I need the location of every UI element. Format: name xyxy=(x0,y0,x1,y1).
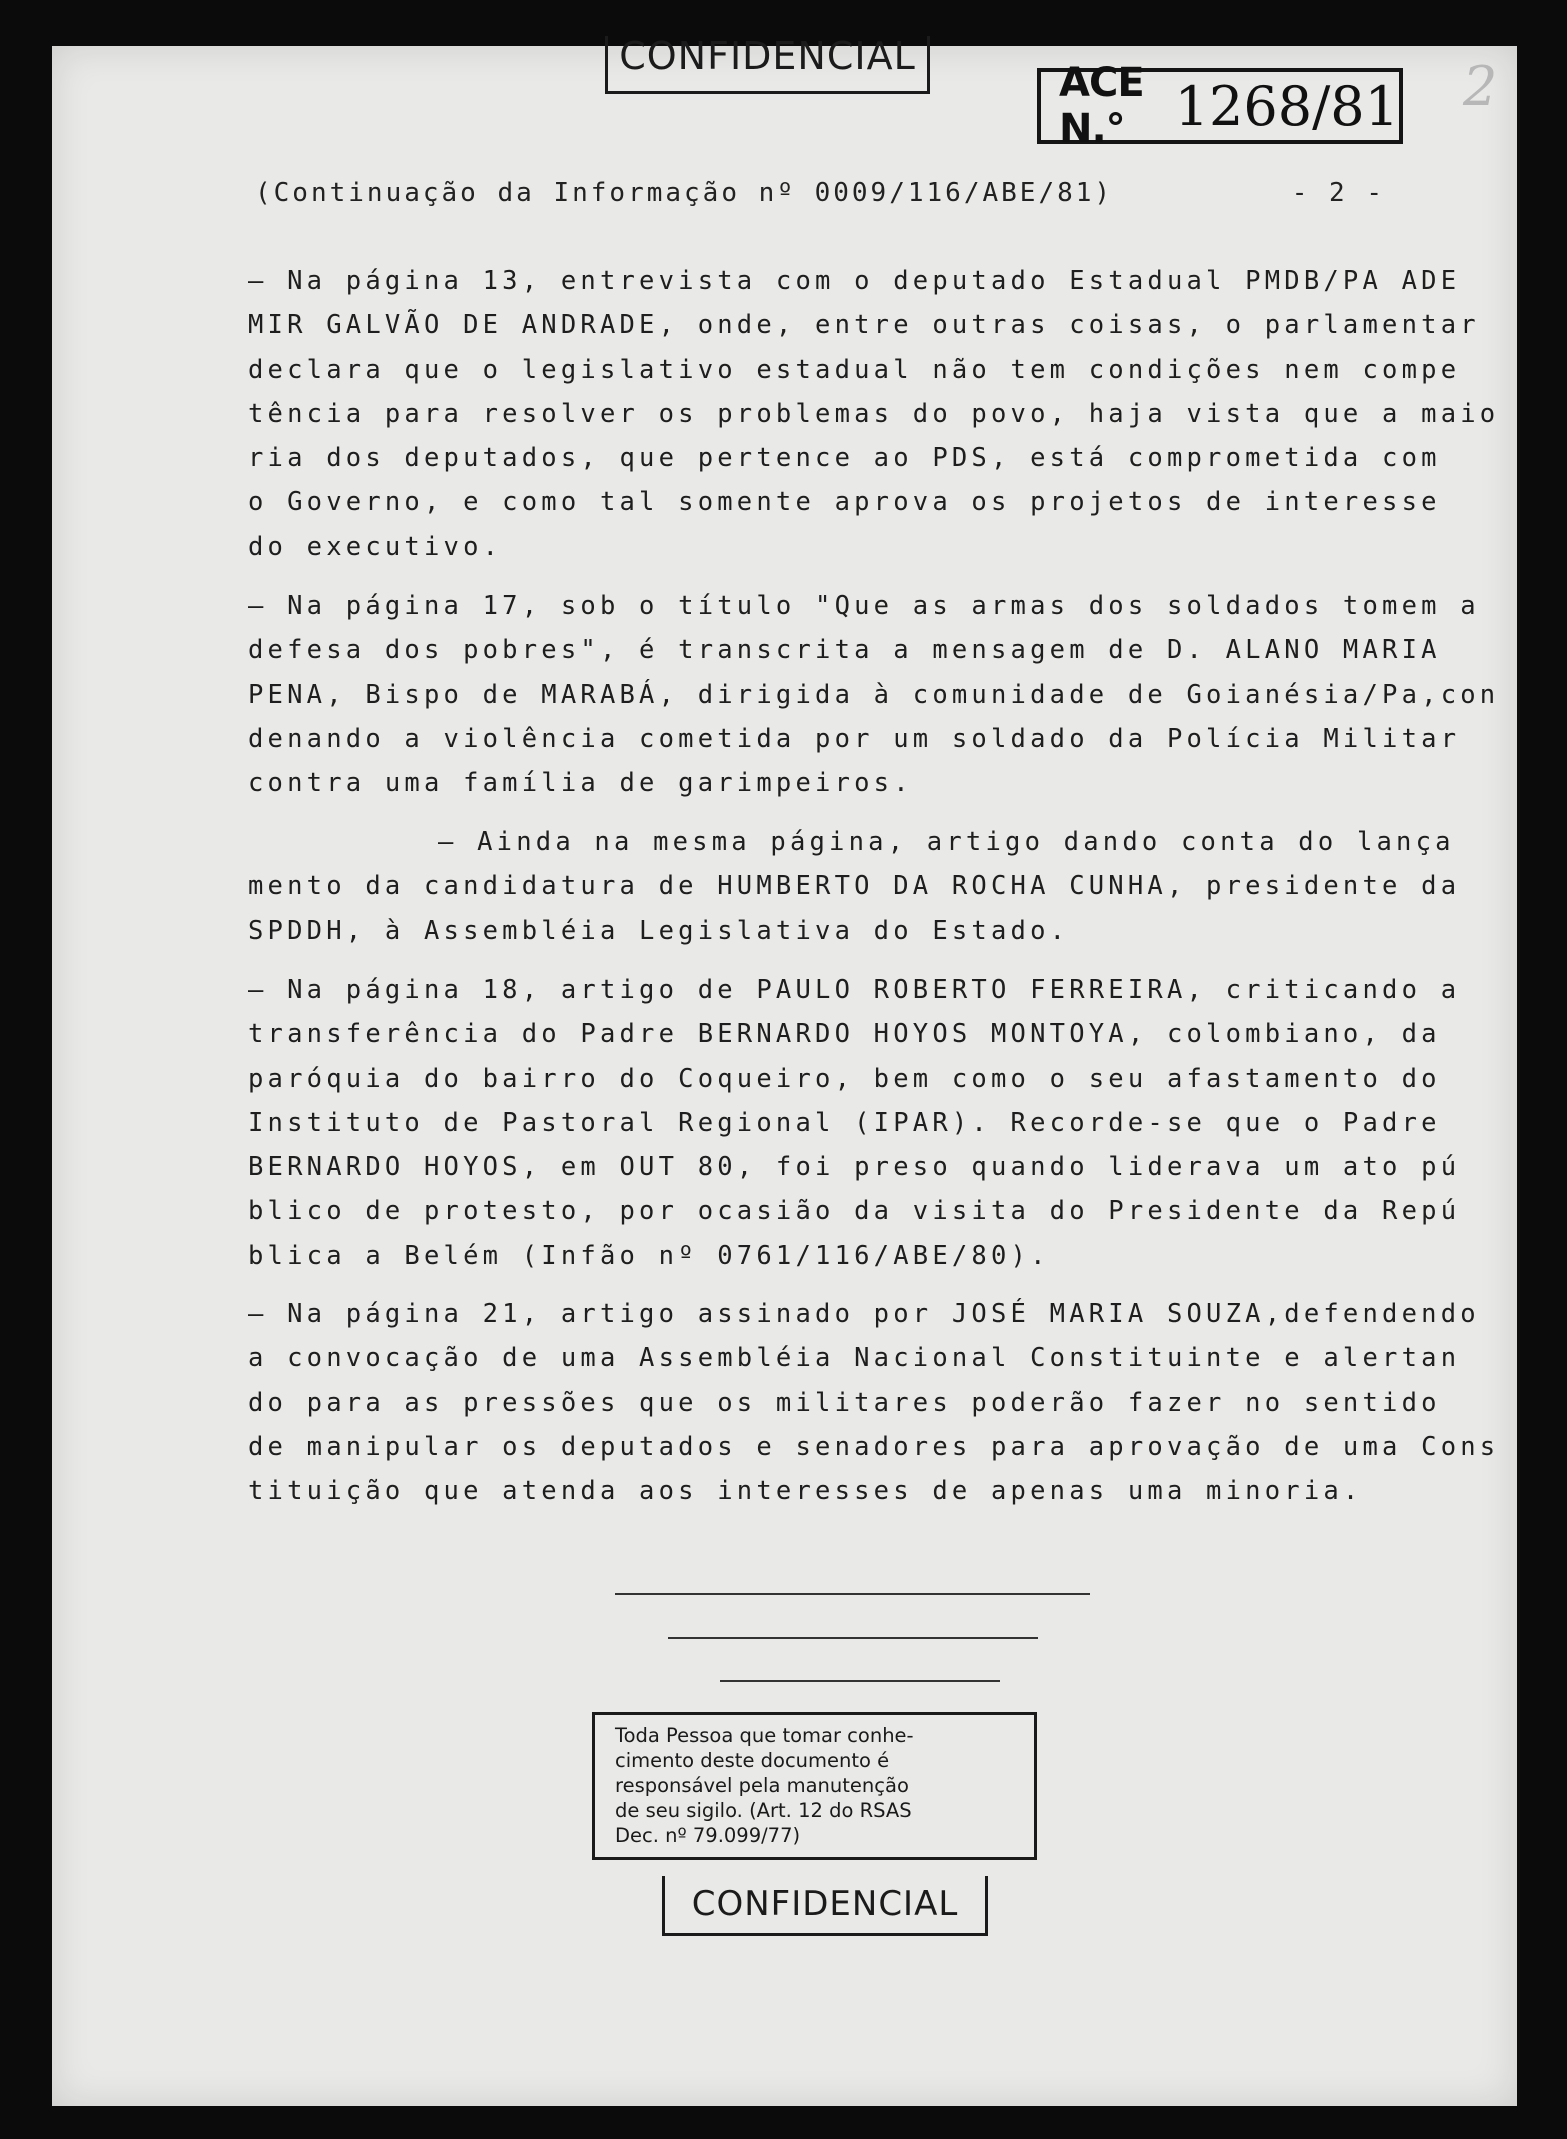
header-page-number: - 2 - xyxy=(1291,178,1385,208)
text-line: o Governo, e como tal somente aprova os projetos de interesse xyxy=(248,487,1441,518)
text-line: denando a violência cometida por um soldado da Polícia Militar xyxy=(248,723,1461,754)
header-reference: (Continuação da Informação nº 0009/116/ABE/81) xyxy=(255,178,1114,208)
notice-line: de seu sigilo. (Art. 12 do RSAS xyxy=(615,1799,912,1822)
signature-line xyxy=(668,1637,1038,1639)
text-line: ria dos deputados, que pertence ao PDS, está comprometida com xyxy=(248,443,1441,474)
text-line: blica a Belém (Infão nº 0761/116/ABE/80). xyxy=(248,1240,1050,1271)
notice-line: cimento deste documento é xyxy=(615,1749,890,1772)
text-line: defesa dos pobres", é transcrita a mensagem de D. ALANO MARIA xyxy=(248,635,1441,666)
signature-line xyxy=(615,1593,1090,1595)
confidential-stamp-top: CONFIDENCIAL xyxy=(605,36,930,94)
text-line: — Na página 17, sob o título "Que as armas dos soldados tomem a xyxy=(248,591,1480,621)
text-line: do para as pressões que os militares poderão fazer no sentido xyxy=(248,1387,1441,1418)
text-line: contra uma família de garimpeiros. xyxy=(248,768,913,799)
handwritten-page-mark: 2 xyxy=(1463,55,1498,118)
text-line: declara que o legislativo estadual não tem condições nem compe xyxy=(248,354,1461,385)
paragraph-3 xyxy=(248,820,1461,953)
text-line: a convocação de uma Assembléia Nacional Constituinte e alertan xyxy=(248,1343,1461,1374)
text-line: Instituto de Pastoral Regional (IPAR). Recorde-se que o Padre xyxy=(248,1107,1441,1138)
document-header xyxy=(255,178,1385,208)
text-line: MIR GALVÃO DE ANDRADE, onde, entre outras coisas, o parlamentar xyxy=(248,310,1480,341)
text-line: BERNARDO HOYOS, em OUT 80, foi preso quando liderava um ato pú xyxy=(248,1152,1461,1183)
text-line: tituição que atenda aos interesses de apenas uma minoria. xyxy=(248,1476,1363,1507)
ace-label: ACE N.° xyxy=(1059,60,1144,152)
text-line: — Na página 21, artigo assinado por JOSÉ MARIA SOUZA,defendendo xyxy=(248,1299,1480,1329)
text-line: SPDDH, à Assembléia Legislativa do Estado. xyxy=(248,915,1070,946)
text-line: PENA, Bispo de MARABÁ, dirigida à comunidade de Goianésia/Pa,con xyxy=(248,679,1500,710)
ace-number-box xyxy=(1037,60,1403,152)
notice-line: Dec. nº 79.099/77) xyxy=(615,1824,801,1847)
text-line: mento da candidatura de HUMBERTO DA ROCHA CUNHA, presidente da xyxy=(248,871,1461,902)
paragraph-5 xyxy=(248,1292,1500,1513)
secrecy-notice-box xyxy=(592,1712,1037,1860)
paragraph-1 xyxy=(248,259,1500,569)
paragraph-2 xyxy=(248,584,1500,805)
text-line: — Ainda na mesma página, artigo dando conta do lança xyxy=(438,827,1455,857)
text-line: — Na página 18, artigo de PAULO ROBERTO FERREIRA, criticando a xyxy=(248,975,1461,1005)
text-line: de manipular os deputados e senadores para aprovação de uma Cons xyxy=(248,1431,1500,1462)
paragraph-4 xyxy=(248,968,1461,1278)
text-line: tência para resolver os problemas do povo, haja vista que a maio xyxy=(248,398,1500,429)
text-line: transferência do Padre BERNARDO HOYOS MONTOYA, colombiano, da xyxy=(248,1019,1441,1050)
text-line: do executivo. xyxy=(248,531,503,562)
ace-number: 1268/81 xyxy=(1174,74,1399,138)
text-line: paróquia do bairro do Coqueiro, bem como o seu afastamento do xyxy=(248,1063,1441,1094)
signature-line xyxy=(720,1680,1000,1682)
notice-line: Toda Pessoa que tomar conhe- xyxy=(615,1724,914,1747)
text-line: blico de protesto, por ocasião da visita do Presidente da Repú xyxy=(248,1196,1461,1227)
notice-line: responsável pela manutenção xyxy=(615,1774,909,1797)
confidential-stamp-bottom: CONFIDENCIAL xyxy=(662,1876,988,1936)
text-line: — Na página 13, entrevista com o deputado Estadual PMDB/PA ADE xyxy=(248,266,1461,296)
